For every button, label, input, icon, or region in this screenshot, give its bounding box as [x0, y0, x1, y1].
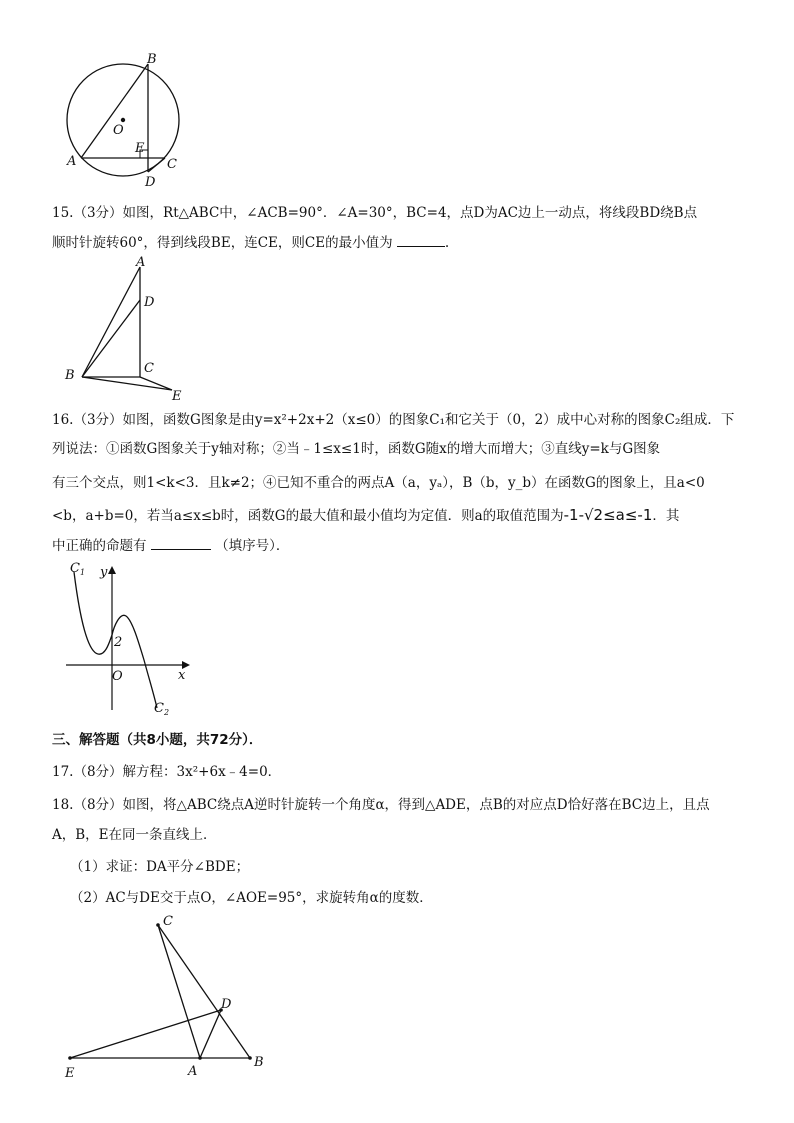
q16-text-line5-main: 中正确的命题有 — [52, 538, 147, 554]
q14-label-a: A — [67, 154, 77, 169]
q14-label-o: O — [113, 123, 124, 138]
q18-sub2: （2）AC与DE交于点O，∠AOE=95°，求旋转角α的度数． — [70, 890, 433, 906]
q16-label-two: 2 — [114, 635, 123, 650]
q16-label-x: x — [178, 668, 186, 683]
q15-label-d: D — [144, 295, 155, 310]
q14-label-d: D — [145, 175, 156, 190]
q15-answer-blank — [397, 232, 445, 247]
q16-text-line4-main: <b，a+b=0，若当a≤x≤b时，函数G的最大值和最小值均为定值．则a的取值范围为 — [52, 508, 564, 524]
q15-label-b: B — [65, 368, 75, 383]
q14-label-b: B — [147, 52, 157, 67]
q18-label-e: E — [65, 1066, 75, 1081]
q16-label-c1: $C_1$ — [70, 561, 86, 577]
q18-text-line2: A，B，E在同一条直线上． — [52, 827, 217, 843]
q18-label-d: D — [221, 997, 232, 1012]
q16-answer-blank — [151, 535, 211, 550]
q16-text-line1: 16.（3分）如图，函数G图象是由y=x²+2x+2（x≤0）的图象C₁和它关于（0，2）成中心对称的图象C₂组成．下 — [52, 412, 735, 428]
q17-text: 17.（8分）解方程：3x²+6x﹣4=0． — [52, 764, 282, 780]
q15-label-a: A — [136, 255, 146, 270]
q18-text-line1: 18.（8分）如图，将△ABC绕点A逆时针旋转一个角度α，得到△ADE，点B的对应点D恰好落在BC边上，且点 — [52, 797, 710, 813]
q16-text-line4 — [52, 505, 679, 526]
q18-sub1: （1）求证：DA平分∠BDE； — [70, 859, 250, 875]
q15-label-c: C — [144, 361, 154, 376]
q16-text-line5 — [52, 535, 289, 556]
q16-function-graph — [60, 560, 200, 720]
q16-text-line5-tail: （填序号）． — [215, 538, 290, 554]
q18-label-a: A — [188, 1064, 198, 1079]
q15-label-e: E — [172, 389, 182, 402]
q15-text-line2 — [52, 232, 449, 253]
q16-label-c2: $C_2$ — [154, 701, 170, 717]
q15-triangle-figure — [60, 252, 190, 402]
q16-text-line3: 有三个交点，则1<k<3．且k≠2；④已知不重合的两点A（a，yₐ），B（b，y_b）在函数G的图象上，且a<0 — [52, 475, 705, 491]
q15-text-line2-main: 顺时针旋转60°，得到线段BE，连CE，则CE的最小值为 — [52, 235, 393, 251]
q16-text-line2: 列说法：①函数G图象关于y轴对称；②当﹣1≤x≤1时，函数G随x的增大而增大；③直线y=k与G图象 — [52, 441, 661, 457]
section3-title: 三、解答题（共8小题，共72分）． — [52, 732, 263, 748]
q18-label-c: C — [163, 914, 173, 929]
q14-label-c: C — [167, 157, 177, 172]
q14-label-e: E — [135, 141, 145, 156]
q18-label-b: B — [254, 1055, 264, 1070]
q15-text-line1: 15.（3分）如图，Rt△ABC中，∠ACB=90°．∠A=30°，BC=4，点D为AC边上一动点，将线段BD绕B点 — [52, 205, 698, 221]
q16-label-origin: O — [112, 669, 123, 684]
q18-rotation-figure — [55, 910, 285, 1085]
q15-tail: . — [444, 235, 450, 251]
q16-range-expression: -1-√2≤a≤-1 — [563, 506, 653, 524]
q16-label-y: y — [100, 565, 108, 580]
q14-circle-figure — [55, 50, 195, 190]
q16-text-line4-tail: ．其 — [652, 508, 680, 524]
